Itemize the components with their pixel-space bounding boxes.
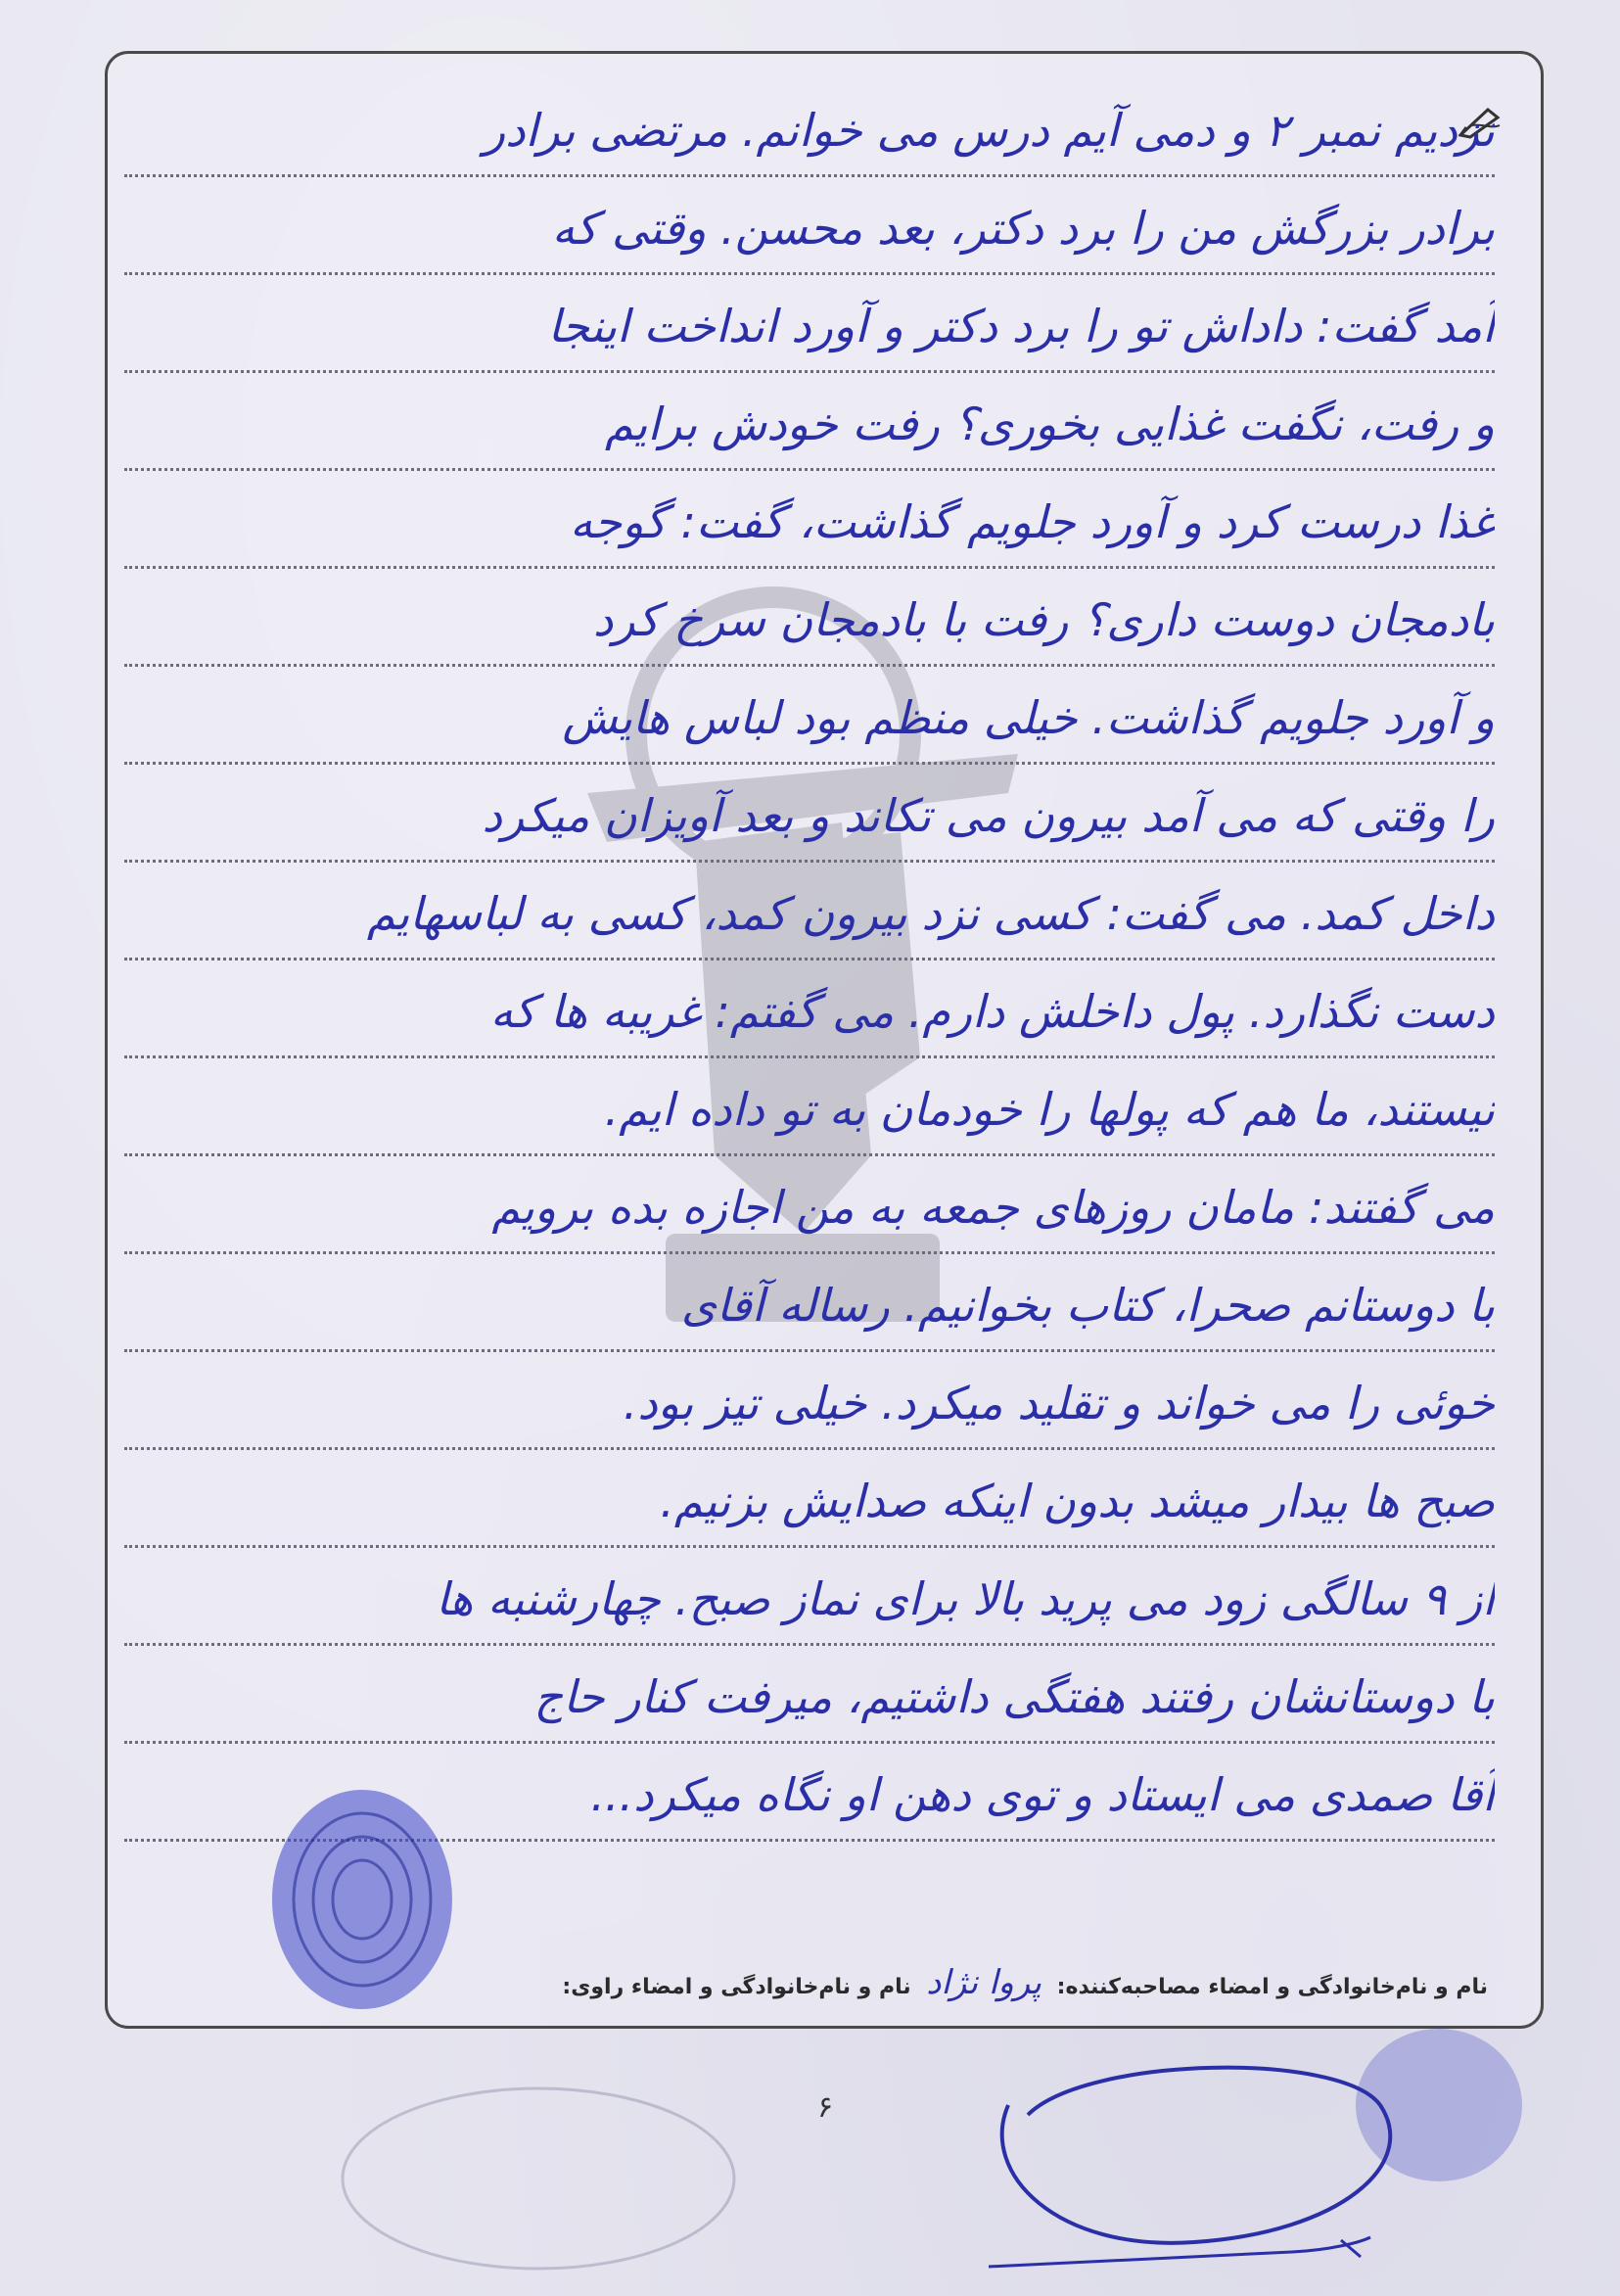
dotted-rule [124,468,1495,471]
dotted-rule [124,370,1495,373]
text-line: و رفت، نگفت غذایی بخوری؟ رفت خودش برایم [604,398,1495,450]
signature-mark [969,2056,1429,2286]
text-line: از ۹ سالگی زود می پرید بالا برای نماز صبح. چهارشنبه ها [436,1572,1495,1625]
dotted-rule [124,1643,1495,1646]
footer-signature-labels [562,1963,1488,2002]
dotted-rule [124,860,1495,863]
dotted-rule [124,174,1495,177]
text-line: نیستند، ما هم که پولها را خودمان به تو داده ایم. [604,1083,1495,1136]
text-line: خوئی را می خواند و تقلید میکرد. خیلی تیز بود. [623,1377,1495,1429]
text-line: غذا درست کرد و آورد جلویم گذاشت، گفت: گوجه [570,495,1495,548]
text-line: آقا صمدی می ایستاد و توی دهن او نگاه میکرد... [590,1768,1495,1821]
text-line: داخل کمد. می گفت: کسی نزد بیرون کمد، کسی به لباسهایم [366,887,1495,940]
text-line: و آورد جلویم گذاشت. خیلی منظم بود لباس هایش [562,691,1495,744]
text-line: را وقتی که می آمد بیرون می تکاند و بعد آویزان میکرد [482,789,1495,842]
page-number: ۶ [817,2090,834,2125]
text-line: دست نگذارد. پول داخلش دارم. می گفتم: غریبه ها که [489,985,1495,1038]
text-line: می گفتند: مامان روزهای جمعه به من اجازه بده برویم [491,1181,1495,1234]
dotted-rule [124,958,1495,961]
text-line: با دوستانم صحرا، کتاب بخوانیم. رساله آقای [680,1279,1495,1332]
interviewer-label: نام و نام‌خانوادگی و امضاء مصاحبه‌کننده: [1056,1975,1488,1999]
text-line: صبح ها بیدار میشد بدون اینکه صدایش بزنیم. [660,1475,1495,1527]
text-line: با دوستانشان رفتند هفتگی داشتیم، میرفت کنار حاج [533,1670,1495,1723]
dotted-rule [124,1251,1495,1254]
dotted-rule [124,664,1495,667]
fingerprint-mark [264,1782,460,2017]
dotted-rule [124,1447,1495,1450]
narrator-label: نام و نام‌خانوادگی و امضاء راوی: [562,1975,911,1999]
text-line: برادر بزرگش من را برد دکتر، بعد محسن. وقتی که [551,202,1495,255]
dotted-rule [124,1741,1495,1744]
text-line: بادمجان دوست داری؟ رفت با بادمجان سرخ کرد [592,593,1495,646]
dotted-rule [124,1545,1495,1548]
text-line: آمد گفت: داداش تو را برد دکتر و آورد انداخت اینجا [547,300,1495,352]
dotted-rule [124,1055,1495,1058]
dotted-rule [124,1153,1495,1156]
dotted-rule [124,762,1495,765]
text-line: نزدیم نمبر ۲ و دمی آیم درس می خوانم. مرتضی برادر [483,104,1495,157]
faded-stamp-mark [333,2076,744,2281]
dotted-rule [124,1349,1495,1352]
interviewer-name: پروا نژاد [926,1963,1041,2002]
dotted-rule [124,566,1495,569]
dotted-rule [124,272,1495,275]
